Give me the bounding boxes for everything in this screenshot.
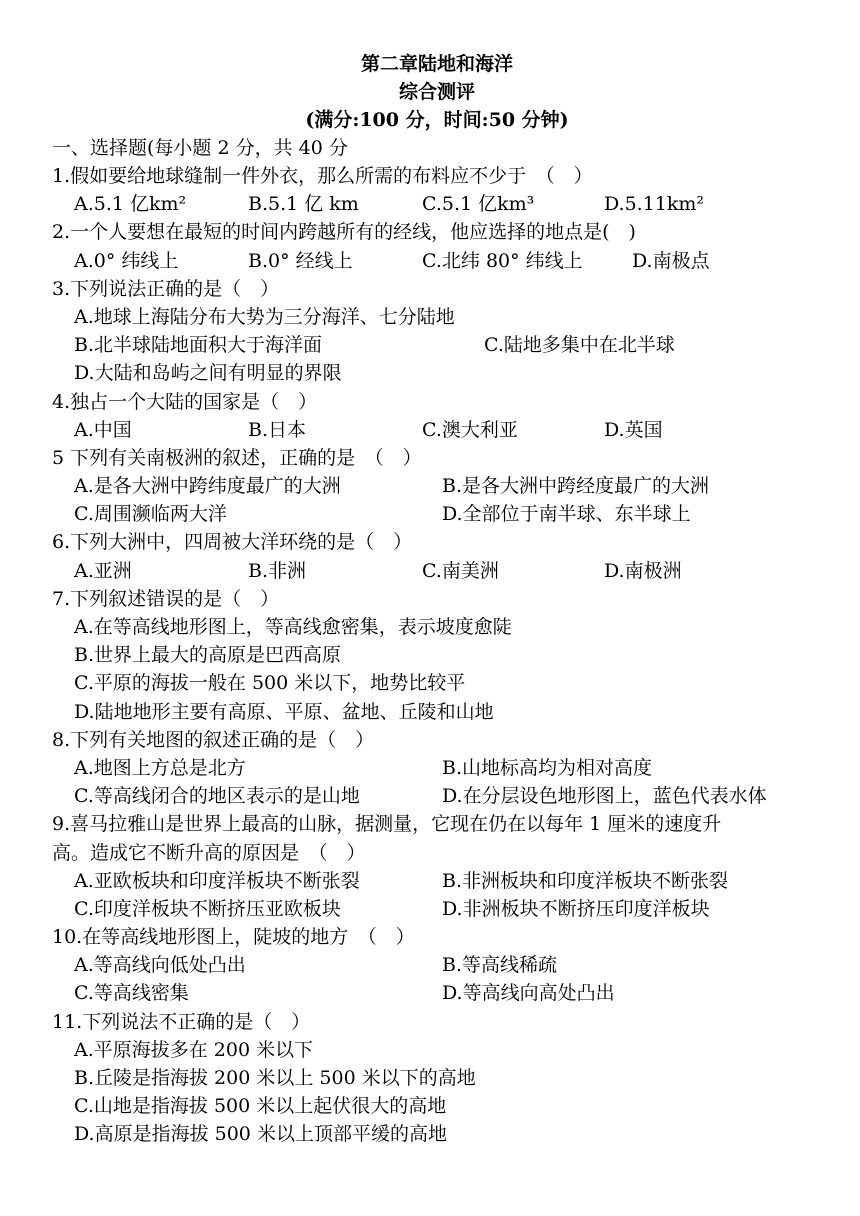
question-stem: 4.独占一个大陆的国家是（ ）: [52, 390, 318, 413]
option-a: A.地图上方总是北方: [74, 756, 246, 779]
question-10: [52, 923, 822, 1008]
options-row: [52, 247, 822, 275]
option-b: B.世界上最大的高原是巴西高原: [74, 644, 342, 667]
option-d: D.陆地地形主要有高原、平原、盆地、丘陵和山地: [74, 700, 494, 723]
question-stem: 7.下列叙述错误的是（ ）: [52, 587, 280, 610]
question-4: [52, 388, 822, 444]
option-c: C.等高线密集: [74, 982, 189, 1005]
option-c: C.澳大利亚: [422, 418, 518, 441]
exam-page: [52, 50, 822, 1149]
question-stem-continued: 高。造成它不断升高的原因是 （ ）: [52, 841, 366, 864]
option-a: A.中国: [74, 418, 132, 441]
option-b: B.非洲板块和印度洋板块不断张裂: [442, 869, 729, 892]
options-row: [52, 782, 822, 810]
option-b: B.北半球陆地面积大于海洋面: [74, 334, 323, 357]
option-c: C.周围濒临两大洋: [74, 503, 227, 526]
options-row: [52, 895, 822, 923]
option-a: A.是各大洲中跨纬度最广的大洲: [74, 475, 341, 498]
question-stem: 11.下列说法不正确的是（ ）: [52, 1010, 311, 1033]
question-1: [52, 162, 822, 218]
option-b: B.山地标高均为相对高度: [442, 756, 653, 779]
option-d: D.5.11km²: [604, 193, 705, 216]
options-row: [52, 951, 822, 979]
question-11: [52, 1008, 822, 1149]
option-d: D.大陆和岛屿之间有明显的界限: [74, 362, 342, 385]
options-row: [52, 979, 822, 1007]
options-row: [52, 500, 822, 528]
option-d: D.全部位于南半球、东半球上: [442, 503, 691, 526]
option-d: D.南极点: [632, 249, 710, 272]
option-a: A.0° 纬线上: [74, 249, 179, 272]
question-stem: 2.一个人要想在最短的时间内跨越所有的经线，他应选择的地点是( ): [52, 221, 636, 244]
question-8: [52, 726, 822, 811]
option-a: A.平原海拔多在 200 米以下: [74, 1038, 314, 1061]
question-stem: 6.下列大洲中，四周被大洋环绕的是（ ）: [52, 531, 413, 554]
options-row: [52, 867, 822, 895]
question-9: [52, 810, 822, 923]
question-3: [52, 275, 822, 388]
option-b: B.5.1 亿 km: [248, 193, 359, 216]
option-a: A.在等高线地形图上，等高线愈密集，表示坡度愈陡: [74, 616, 512, 638]
question-stem: 9.喜马拉雅山是世界上最高的山脉，据测量，它现在仍在以每年 1 厘米的速度升: [52, 813, 722, 836]
question-stem: 8.下列有关地图的叙述正确的是（ ）: [52, 728, 375, 751]
question-2: [52, 218, 822, 274]
option-a: A.等高线向低处凸出: [74, 954, 246, 977]
section-heading: 一、选择题(每小题 2 分，共 40 分: [52, 137, 348, 159]
option-a: A.5.1 亿km²: [74, 193, 187, 216]
options-row: [52, 190, 822, 218]
question-stem: 5 下列有关南极洲的叙述，正确的是 （ ）: [52, 446, 422, 469]
option-c: C.北纬 80° 纬线上: [422, 249, 583, 272]
score-time-info: (满分:100 分，时间:50 分钟): [305, 109, 569, 131]
option-c: C.陆地多集中在北半球: [484, 334, 675, 357]
option-b: B.是各大洲中跨经度最广的大洲: [442, 475, 710, 498]
options-row: [52, 472, 822, 500]
options-row: [52, 331, 822, 359]
option-d: D.等高线向高处凸出: [442, 982, 615, 1005]
option-d: D.在分层设色地形图上，蓝色代表水体: [442, 785, 767, 808]
option-d: D.南极洲: [604, 559, 682, 582]
options-row: [52, 557, 822, 585]
option-b: B.日本: [248, 418, 307, 441]
option-d: D.英国: [604, 418, 663, 441]
option-a: A.亚欧板块和印度洋板块不断张裂: [74, 869, 360, 892]
option-c: C.5.1 亿km³: [422, 193, 535, 216]
option-c: C.南美洲: [422, 559, 499, 582]
option-b: B.丘陵是指海拔 200 米以上 500 米以下的高地: [74, 1067, 476, 1089]
question-stem: 1.假如要给地球缝制一件外衣，那么所需的布料应不少于 （ ）: [52, 165, 593, 187]
options-row: [52, 416, 822, 444]
option-b: B.等高线稀疏: [442, 954, 558, 977]
option-c: C.等高线闭合的地区表示的是山地: [74, 785, 360, 808]
option-d: D.非洲板块不断挤压印度洋板块: [442, 897, 710, 920]
option-a: A.亚洲: [74, 559, 132, 582]
question-stem: 10.在等高线地形图上，陡坡的地方 （ ）: [52, 926, 415, 949]
option-b: B.非洲: [248, 559, 307, 582]
option-c: C.印度洋板块不断挤压亚欧板块: [74, 897, 341, 920]
option-b: B.0° 经线上: [248, 249, 353, 272]
option-c: C.平原的海拔一般在 500 米以下，地势比较平: [74, 672, 466, 695]
question-5: [52, 444, 822, 529]
option-c: C.山地是指海拔 500 米以上起伏很大的高地: [74, 1095, 447, 1118]
test-subtitle: 综合测评: [398, 81, 475, 103]
question-stem: 3.下列说法正确的是（ ）: [52, 277, 280, 300]
option-a: A.地球上海陆分布大势为三分海洋、七分陆地: [74, 305, 455, 328]
question-6: [52, 528, 822, 584]
chapter-title: 第二章陆地和海洋: [360, 53, 513, 75]
options-row: [52, 754, 822, 782]
option-d: D.高原是指海拔 500 米以上顶部平缓的高地: [74, 1123, 447, 1146]
question-7: [52, 585, 822, 726]
